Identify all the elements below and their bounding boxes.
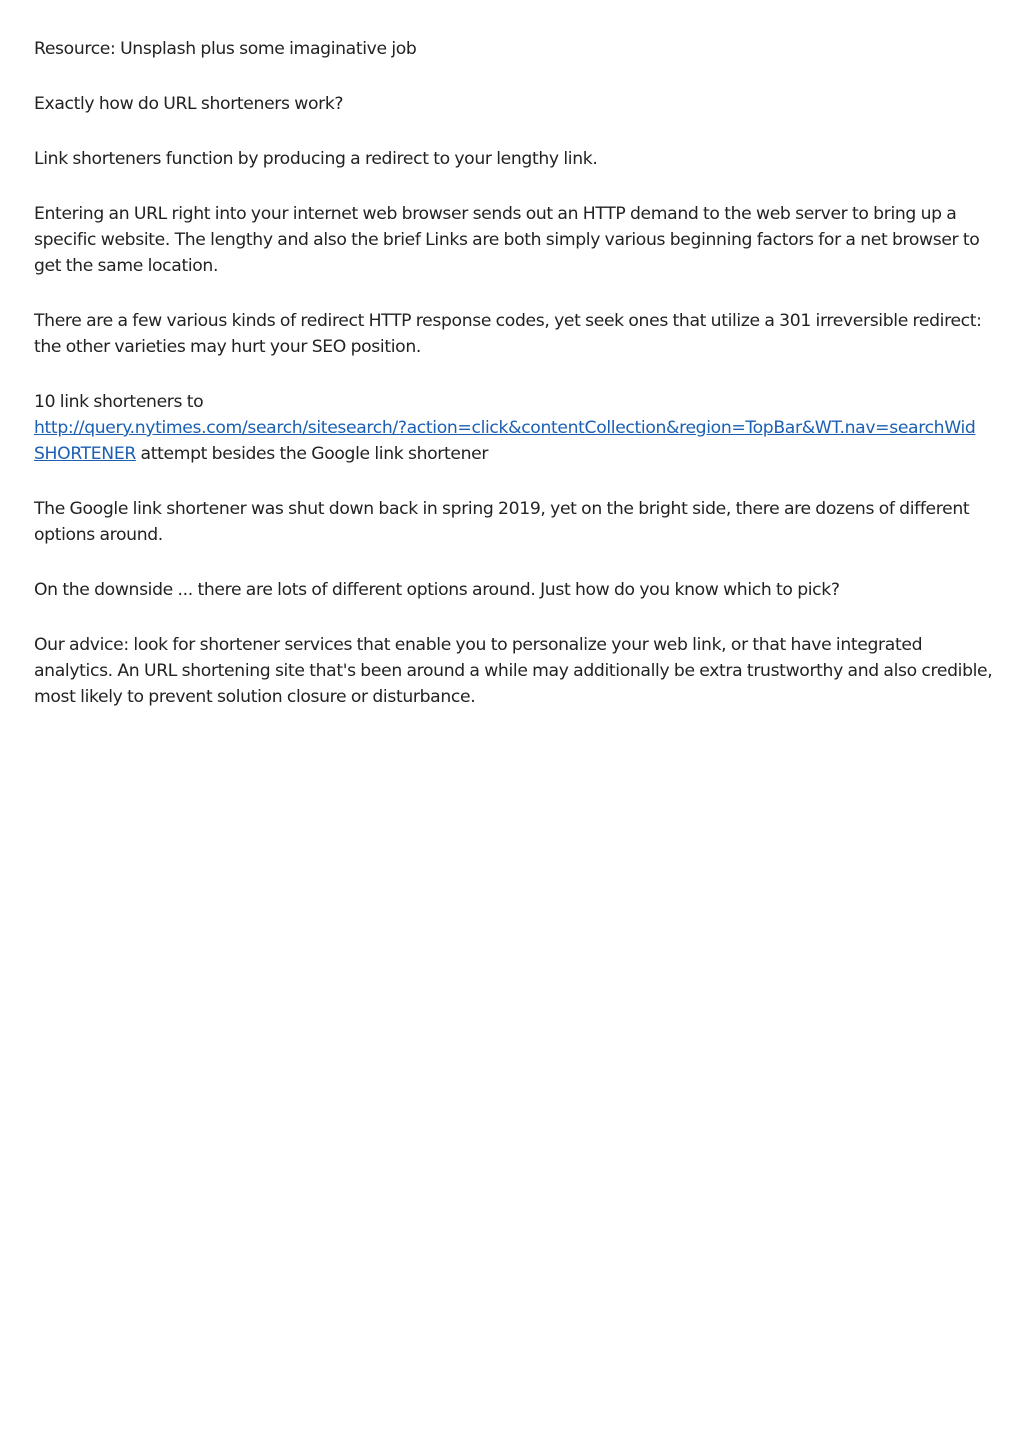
link-intro-text: 10 link shorteners to <box>34 392 204 412</box>
shortener-link[interactable]: SHORTENER <box>34 444 136 464</box>
document-body <box>34 36 994 739</box>
caption-resource: Resource: Unsplash plus some imaginative job <box>34 39 417 59</box>
paragraph-advice: Our advice: look for shortener services that enable you to personalize your web link, or that have integrated analytics. An URL shortening site that's been around a while may additionally be extra trustworthy and also credible, most likely to prevent solution closure or disturbance. <box>34 635 993 707</box>
paragraph-downside: On the downside ... there are lots of different options around. Just how do you know which to pick? <box>34 580 840 600</box>
link-after-text: attempt besides the Google link shortener <box>135 444 489 464</box>
nytimes-search-link[interactable]: http://query.nytimes.com/search/sitesearch/?action=click&contentCollection&region=TopBar&WT.nav=searchWid <box>34 418 976 438</box>
paragraph-google-shutdown: The Google link shortener was shut down back in spring 2019, yet on the bright side, there are dozens of different options around. <box>34 499 970 545</box>
paragraph-link-shorteners <box>34 389 994 467</box>
paragraph-redirect: Link shorteners function by producing a redirect to your lengthy link. <box>34 149 598 169</box>
paragraph-redirect-codes: There are a few various kinds of redirect HTTP response codes, yet seek ones that utilize a 301 irreversible redirect: the other varieties may hurt your SEO position. <box>34 311 982 357</box>
paragraph-http-request: Entering an URL right into your internet web browser sends out an HTTP demand to the web server to bring up a specific website. The lengthy and also the brief Links are both simply various beginning factors for a net browser to get the same location. <box>34 204 980 276</box>
heading-how-shorteners-work: Exactly how do URL shorteners work? <box>34 94 344 114</box>
